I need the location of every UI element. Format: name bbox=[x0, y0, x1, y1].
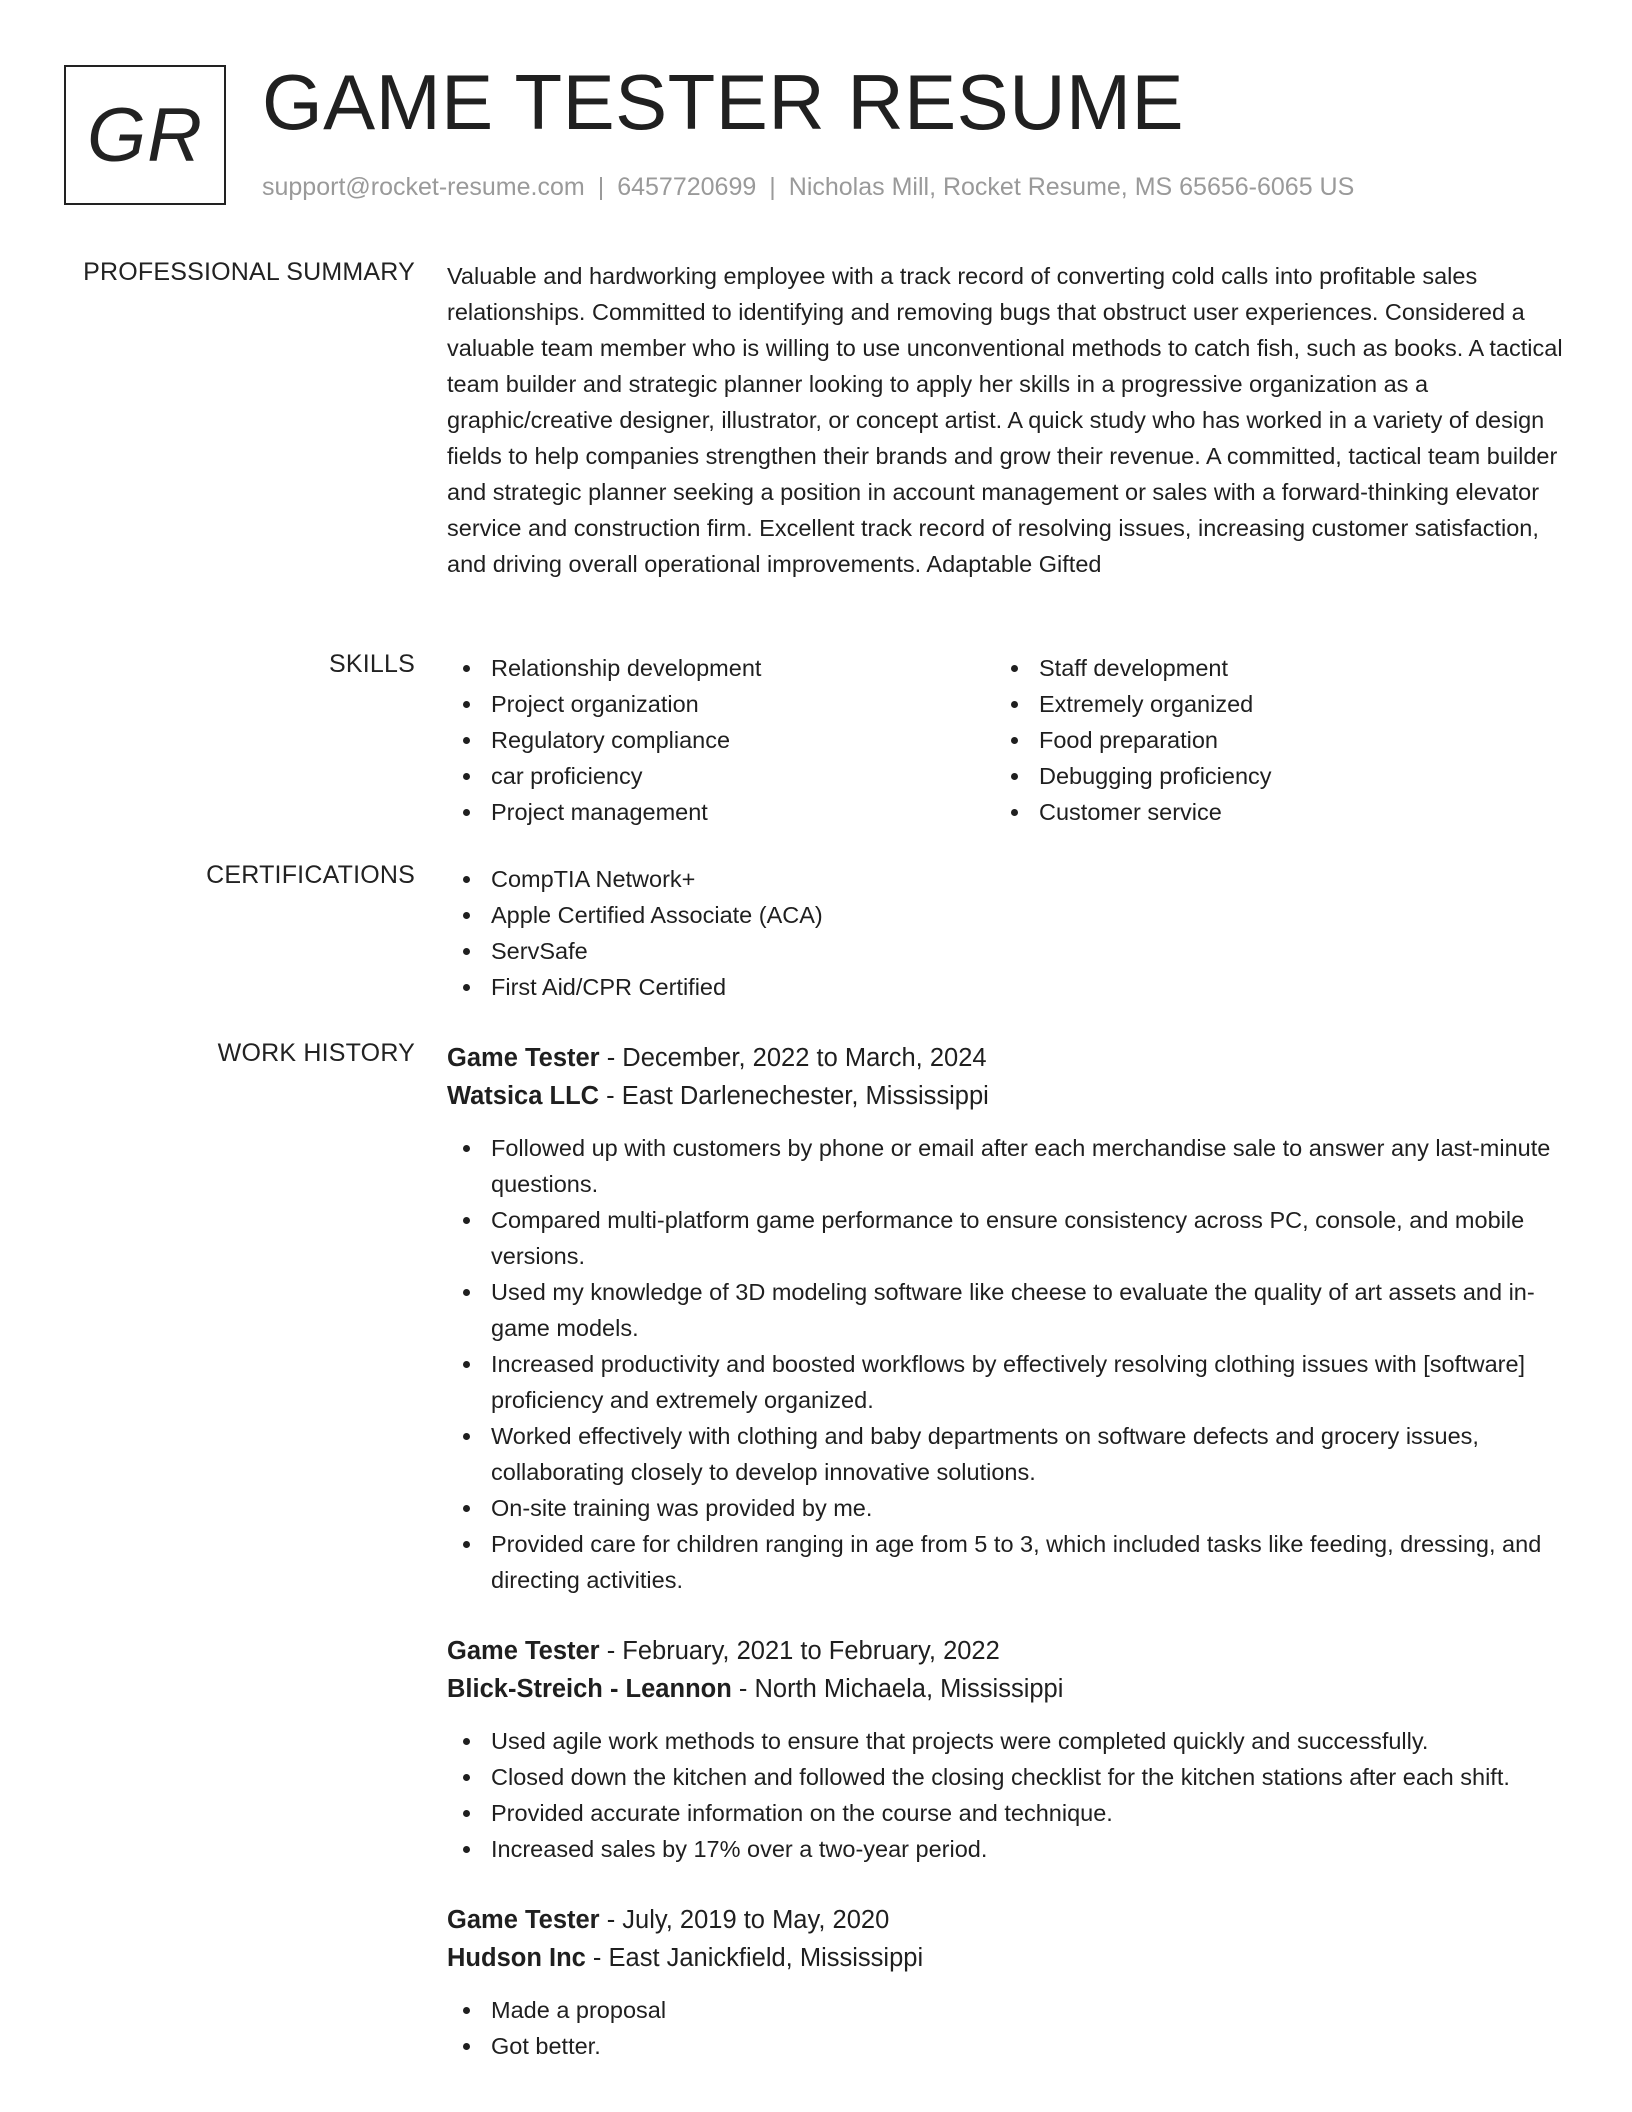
job-bullets bbox=[447, 1723, 1572, 1867]
job-company-line bbox=[447, 1670, 1572, 1708]
skill-item: Debugging proficiency bbox=[995, 758, 1543, 794]
job-bullet: Provided accurate information on the course and technique. bbox=[447, 1795, 1572, 1831]
job-location: East Darlenechester, Mississippi bbox=[621, 1082, 989, 1110]
certifications-heading: CERTIFICATIONS bbox=[206, 861, 415, 889]
job-bullet: Followed up with customers by phone or email after each merchandise sale to answer any last-minute questions. bbox=[447, 1130, 1572, 1202]
dash: - bbox=[599, 1637, 623, 1665]
job-title-line bbox=[447, 1632, 1572, 1670]
page-title: GAME TESTER RESUME bbox=[262, 58, 1185, 146]
contact-line bbox=[262, 173, 1354, 202]
certification-item: ServSafe bbox=[447, 933, 1572, 969]
skills-body bbox=[447, 650, 1572, 830]
skills-list-right bbox=[995, 650, 1543, 830]
job-company: Blick-Streich - Leannon bbox=[447, 1675, 732, 1703]
job-location: East Janickfield, Mississippi bbox=[608, 1944, 924, 1972]
certifications-list bbox=[447, 861, 1572, 1005]
job-bullet: Used agile work methods to ensure that projects were completed quickly and successfully. bbox=[447, 1723, 1572, 1759]
job-bullets bbox=[447, 1130, 1572, 1598]
job-company-line bbox=[447, 1077, 1572, 1115]
contact-separator: | bbox=[769, 173, 776, 201]
contact-address: Nicholas Mill, Rocket Resume, MS 65656-6065 US bbox=[788, 173, 1355, 201]
job-location: North Michaela, Mississippi bbox=[754, 1675, 1064, 1703]
skills-list-left bbox=[447, 650, 995, 830]
work-history-body bbox=[447, 1039, 1572, 2098]
job-bullet: Closed down the kitchen and followed the closing checklist for the kitchen stations after each shift. bbox=[447, 1759, 1572, 1795]
job-title: Game Tester bbox=[447, 1906, 600, 1934]
job-entry bbox=[447, 1901, 1572, 2064]
contact-phone[interactable]: 6457720699 bbox=[617, 173, 757, 201]
job-company-line bbox=[447, 1939, 1572, 1977]
certification-item: CompTIA Network+ bbox=[447, 861, 1572, 897]
job-title-line bbox=[447, 1901, 1572, 1939]
dash: - bbox=[585, 1944, 609, 1972]
job-bullet: Compared multi-platform game performance to ensure consistency across PC, console, and mobile versions. bbox=[447, 1202, 1572, 1274]
summary-body bbox=[447, 258, 1572, 582]
job-bullet: Increased sales by 17% over a two-year period. bbox=[447, 1831, 1572, 1867]
job-title: Game Tester bbox=[447, 1637, 600, 1665]
resume-header bbox=[64, 58, 1572, 215]
job-entry bbox=[447, 1632, 1572, 1867]
job-bullet: Used my knowledge of 3D modeling software like cheese to evaluate the quality of art assets and in-game models. bbox=[447, 1274, 1572, 1346]
monogram-logo: GR bbox=[64, 65, 226, 205]
dash: - bbox=[599, 1082, 622, 1110]
skill-item: Staff development bbox=[995, 650, 1543, 686]
dash: - bbox=[731, 1675, 755, 1703]
job-bullet: Provided care for children ranging in age from 5 to 3, which included tasks like feeding, dressing, and directing activities. bbox=[447, 1526, 1572, 1598]
skill-item: Regulatory compliance bbox=[447, 722, 995, 758]
contact-email[interactable]: support@rocket-resume.com bbox=[262, 173, 585, 201]
skill-item: car proficiency bbox=[447, 758, 995, 794]
job-bullet: Made a proposal bbox=[447, 1992, 1572, 2028]
dash: - bbox=[599, 1906, 623, 1934]
skills-heading: SKILLS bbox=[329, 650, 415, 678]
job-bullets bbox=[447, 1992, 1572, 2064]
skill-item: Food preparation bbox=[995, 722, 1543, 758]
job-title-line bbox=[447, 1039, 1572, 1077]
certifications-body bbox=[447, 861, 1572, 1005]
work-history-heading: WORK HISTORY bbox=[217, 1039, 415, 1067]
skill-item: Project organization bbox=[447, 686, 995, 722]
certification-item: First Aid/CPR Certified bbox=[447, 969, 1572, 1005]
certification-item: Apple Certified Associate (ACA) bbox=[447, 897, 1572, 933]
job-bullet: Increased productivity and boosted workflows by effectively resolving clothing issues with [software] proficiency and extremely organized. bbox=[447, 1346, 1572, 1418]
job-dates: February, 2021 to February, 2022 bbox=[622, 1637, 1000, 1665]
job-entry bbox=[447, 1039, 1572, 1598]
job-company: Watsica LLC bbox=[447, 1082, 600, 1110]
dash: - bbox=[599, 1044, 623, 1072]
skill-item: Extremely organized bbox=[995, 686, 1543, 722]
job-dates: July, 2019 to May, 2020 bbox=[622, 1906, 890, 1934]
skill-item: Customer service bbox=[995, 794, 1543, 830]
job-company: Hudson Inc bbox=[447, 1944, 586, 1972]
summary-heading: PROFESSIONAL SUMMARY bbox=[83, 258, 415, 286]
contact-separator: | bbox=[597, 173, 605, 201]
summary-text: Valuable and hardworking employee with a track record of converting cold calls into profitable sales relationships. Committed to identifying and removing bugs that obstruct user experiences. Considered a valuable team member who is willing to use unconventional methods to catch fish, such as books. A tactical team builder and strategic planner looking to apply her skills in a progressive organization as a graphic/creative designer, illustrator, or concept artist. A quick study who has worked in a variety of design fields to help companies strengthen their brands and grow their revenue. A committed, tactical team builder and strategic planner seeking a position in account management or sales with a forward-thinking elevator service and construction firm. Excellent track record of resolving issues, increasing customer satisfaction, and driving overall operational improvements. Adaptable Gifted bbox=[447, 263, 1563, 577]
job-bullet: On-site training was provided by me. bbox=[447, 1490, 1572, 1526]
job-bullet: Got better. bbox=[447, 2028, 1572, 2064]
job-bullet: Worked effectively with clothing and baby departments on software defects and grocery issues, collaborating closely to develop innovative solutions. bbox=[447, 1418, 1572, 1490]
job-title: Game Tester bbox=[447, 1044, 600, 1072]
skill-item: Project management bbox=[447, 794, 995, 830]
job-dates: December, 2022 to March, 2024 bbox=[622, 1044, 987, 1072]
skill-item: Relationship development bbox=[447, 650, 995, 686]
